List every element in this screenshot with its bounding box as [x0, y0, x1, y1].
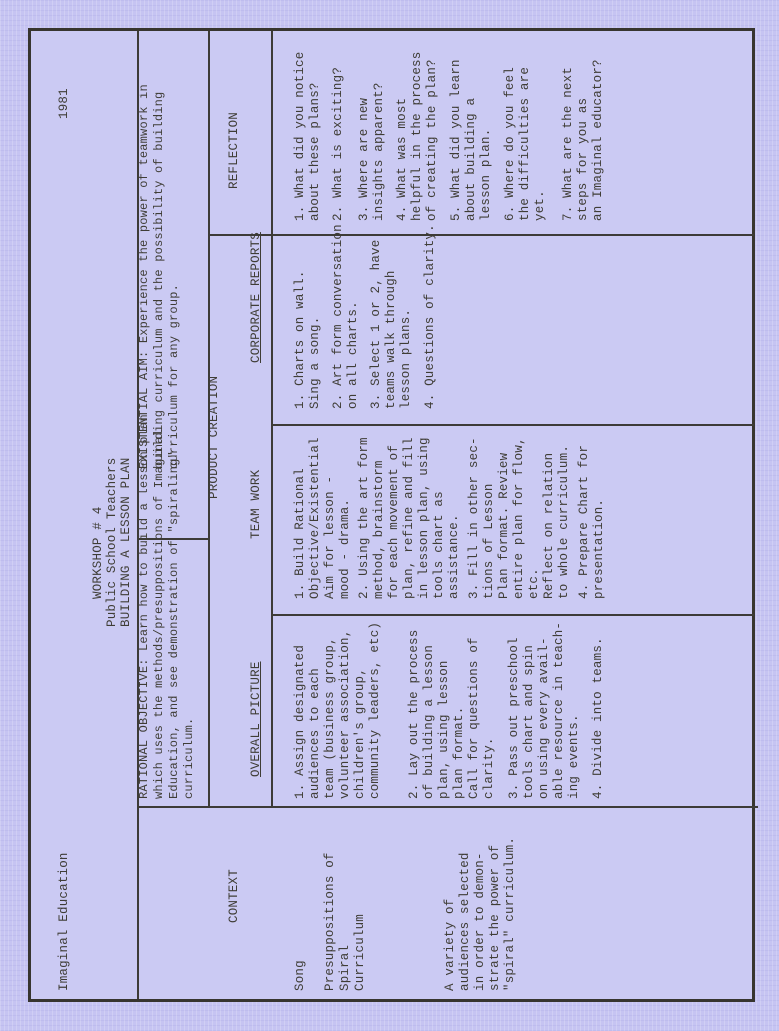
- workshop-number: WORKSHOP # 4: [91, 506, 105, 599]
- team-work-header: TEAM WORK: [249, 469, 263, 539]
- reflection-question: 3. Where are new insights apparent?: [357, 82, 386, 221]
- team-work-item: 4. Prepare Chart for presentation.: [577, 444, 606, 599]
- overall-picture-header: OVERALL PICTURE: [249, 661, 263, 777]
- reflection-question: 1. What did you notice about these plans?: [293, 51, 322, 221]
- overall-picture-item: 2. Lay out the process of building a lesson plan, using lesson plan format. Call for questions of clarity.: [407, 629, 496, 799]
- reflection-question: 5. What did you learn about building a lesson plan.: [449, 59, 493, 221]
- corporate-reports-header: CORPORATE REPORTS: [249, 232, 263, 363]
- context-song: Song: [293, 960, 307, 991]
- overall-picture-item: 4. Divide into teams.: [591, 637, 605, 799]
- reflection-header: REFLECTION: [227, 111, 241, 189]
- rotated-document: [31, 31, 752, 999]
- rational-objective: RATIONAL OBJECTIVE: Learn how to build a lesson plan which uses the methods/presuppositions of Imaginal Education, and see demonstration of "spiraling" curriculum.: [137, 414, 196, 799]
- overall-picture-item: 3. Pass out preschool tools chart and spin on using every avail- able resource in teach- ing events.: [507, 621, 581, 799]
- reflection-question: 2. What is exciting?: [331, 66, 345, 221]
- context-audiences: A variety of audiences selected in order to demon- strate the power of "spiral" curriculum.: [443, 836, 517, 991]
- workshop-title: BUILDING A LESSON PLAN: [119, 457, 133, 627]
- reflection-question: 4. What was most helpful in the process of creating the plan?: [395, 51, 439, 221]
- team-work-item: 2. Using the art form method, brainstorm for each movement of plan, refine and fill in lesson plan, using tools chart as assistance.: [357, 437, 461, 599]
- corporate-report-item: 2. Art form conversation on all charts.: [331, 224, 360, 409]
- workshop-audience: Public School Teachers: [105, 457, 119, 627]
- org-name: Imaginal Education: [57, 852, 71, 991]
- corporate-report-item: 4. Questions of clarity.: [423, 224, 437, 409]
- corporate-report-item: 1. Charts on wall. Sing a song.: [293, 270, 322, 409]
- team-work-item: 1. Build Rational Objective/Existential Aim for lesson - mood - drama.: [293, 437, 352, 599]
- overall-picture-item: 1. Assign designated audiences to each team (business group, volunteer association, children's group, community leaders, etc): [293, 621, 382, 799]
- reflection-question: 6. Where do you feel the difficulties are yet.: [503, 66, 547, 221]
- product-creation-header: PRODUCT CREATION: [207, 375, 221, 499]
- corporate-report-item: 3. Select 1 or 2, have teams walk through lesson plans.: [369, 239, 413, 409]
- existential-aim: EXISTENTIAL AIM: Experience the power of teamwork in building curriculum and the possibility of building curriculum for any group.: [137, 84, 181, 469]
- reflection-question: 7. What are the next steps for you as an Imaginal educator?: [561, 59, 605, 221]
- team-work-item: 3. Fill in other sec- tions of Lesson Plan format. Review entire plan for flow, etc. Reflect on relation to whole curriculum.: [467, 437, 571, 599]
- context-header: CONTEXT: [227, 869, 241, 923]
- context-presuppositions: Presuppositions of Spiral Curriculum: [323, 852, 367, 991]
- year: 1981: [57, 88, 71, 119]
